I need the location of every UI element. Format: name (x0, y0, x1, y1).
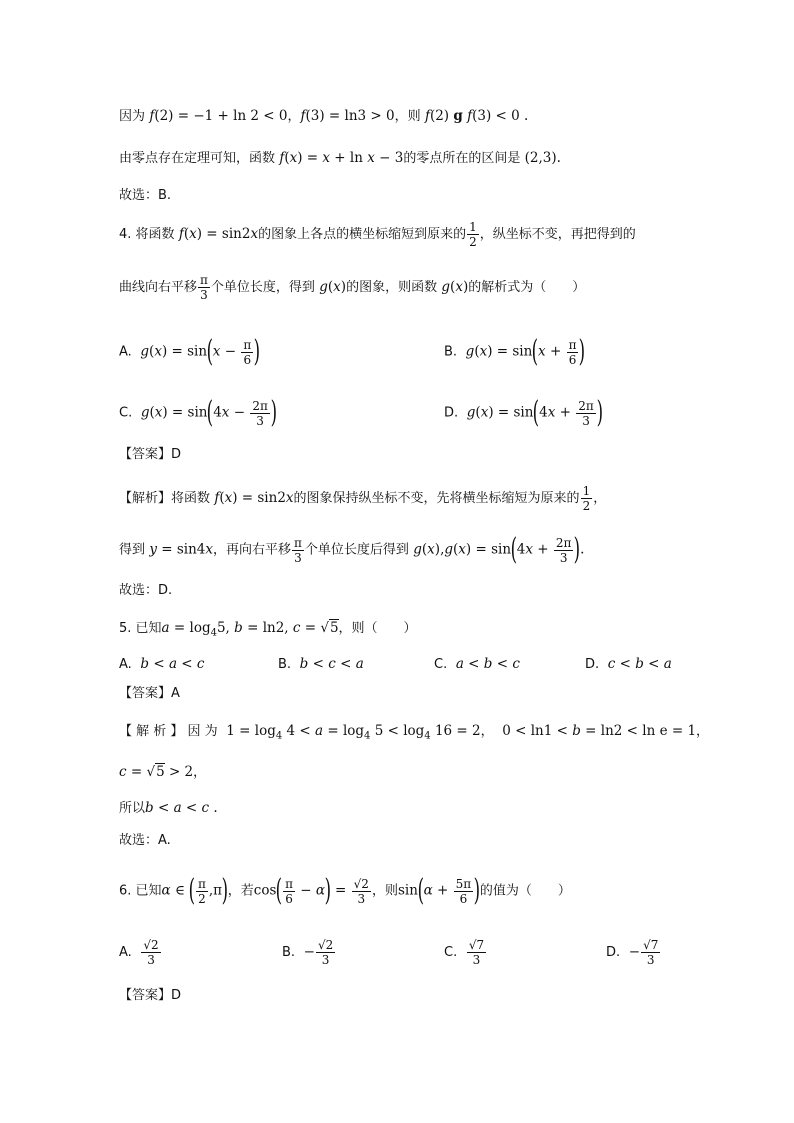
q4-stem-line-1: 4. 将函数 f(x) = sin2x的图象上各点的横坐标缩短到原来的 $\frac{1}{2}$ ，纵坐标不变，再把得到的 (119, 220, 636, 249)
q5-option-b: B. b < c < a (278, 656, 364, 672)
q4-choose: 故选：D. (119, 583, 173, 598)
prev-solution-line-2: 由零点存在定理可知，函数 f(x) = x + ln x − 3的零点所在的区间是 (2,3). (119, 150, 561, 166)
q4-analysis-line-2: 得到 y = sin4x，再向右平移 $\frac{\pi}{3}$ 个单位长度后得到 g(x),g(x) = sin(4x + $\frac{2\pi}{3}$ ). (119, 532, 585, 567)
q6-option-a: A. $\frac{√2}{3}$ (119, 938, 159, 967)
q4-stem-line-2: 曲线向右平移 $\frac{\pi}{3}$ 个单位长度，得到 g(x)的图象，则函数 g(x)的解析式为（ ） (119, 273, 586, 302)
fraction-one-half: $\frac{1}{2}$ (469, 220, 477, 249)
q4-option-b: B. g(x) = sin(x + $\frac{\pi}{6}$ ) (444, 334, 586, 369)
q4-answer: 【答案】D (119, 447, 182, 462)
q6-option-b: B. − $\frac{√2}{3}$ (282, 938, 334, 967)
q5-analysis-line-1: 【 解 析 】 因 为 $1 = \log_4 4 < a = \log_4 5 < \log_4 16 = 2$， 0 < ln1 < b = ln2 < ln e = 1， (119, 723, 710, 742)
q5-stem: 5. 已知$a = \log_45$, b = ln2, c = √5，则（ ） (119, 620, 417, 639)
q6-option-c: C. $\frac{√7}{3}$ (444, 938, 485, 967)
q6-answer: 【答案】D (119, 988, 182, 1003)
q5-option-c: C. a < b < c (434, 656, 520, 672)
prev-choose: 故选：B. (119, 188, 172, 203)
q4-option-d: D. g(x) = sin(4x + $\frac{2\pi}{3}$ ) (444, 395, 603, 430)
prev-solution-line-1: 因为 f(2) = −1 + ln 2 < 0，f(3) = ln3 > 0，则 f(2) g f(3) < 0 . (119, 108, 529, 124)
q4-option-c: C. g(x) = sin(4x − $\frac{2\pi}{3}$ ) (119, 395, 277, 430)
q5-answer: 【答案】A (119, 686, 180, 701)
q4-analysis-line-1: 【解析】将函数 f(x) = sin2x的图象保持纵坐标不变，先将横坐标缩短为原来的 $\frac{1}{2}$ ， (119, 484, 607, 513)
q5-analysis-line-2: c = √5 > 2， (119, 764, 207, 780)
q4-option-a: A. g(x) = sin(x − $\frac{\pi}{6}$ ) (119, 334, 261, 369)
q6-option-d: D. − $\frac{√7}{3}$ (606, 938, 659, 967)
fraction-pi-over-3: $\frac{\pi}{3}$ (200, 273, 208, 302)
q6-stem: 6. 已知α ∈ ( $\frac{\pi}{2}$ ,π)，若cos( $\frac{\pi}{6}$ − α) = $\frac{√2}{3}$ ，则sin(α + $\frac{5\pi}{6}$ )的值为（ ） (119, 873, 571, 908)
q5-option-a: A. b < a < c (119, 656, 205, 672)
q5-option-d: D. c < b < a (585, 656, 672, 672)
q5-analysis-line-3: 所以b < a < c . (119, 800, 218, 816)
q5-choose: 故选：A. (119, 833, 171, 848)
